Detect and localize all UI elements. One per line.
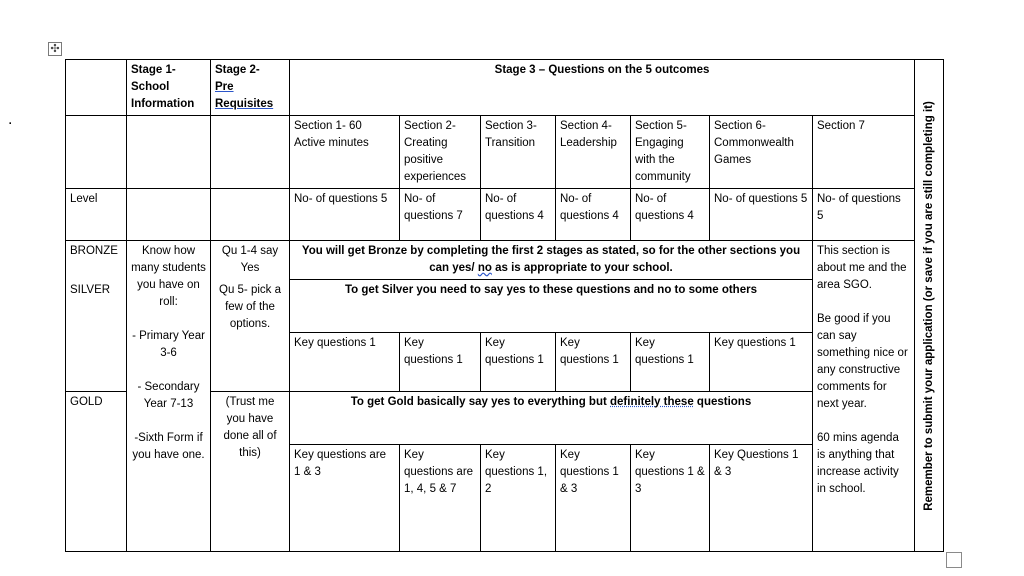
empty-cell: [211, 189, 290, 241]
section-5-count: No- of questions 4: [631, 189, 710, 241]
side-reminder-cell: [914, 59, 944, 552]
stage2-header: Stage 2- Pre Requisites: [211, 60, 290, 116]
silver-key-s6: Key questions 1: [710, 333, 813, 392]
gold-criteria: To get Gold basically say yes to everything but definitely these questions: [290, 392, 813, 445]
side-reminder-text: Remember to submit your application (or save if you are still completing it): [923, 100, 935, 511]
section-2-header: Section 2- Creating positive experiences: [400, 116, 481, 189]
stage1-header: Stage 1- School Information: [127, 60, 211, 116]
gold-key-s4: Key questions 1 & 3: [556, 445, 631, 552]
section-3-count: No- of questions 4: [481, 189, 556, 241]
empty-cell: [211, 116, 290, 189]
empty-cell: [127, 116, 211, 189]
stray-paragraph-mark: .: [8, 111, 13, 128]
empty-cell: [66, 116, 127, 189]
gold-key-s5: Key questions 1 & 3: [631, 445, 710, 552]
section-7-count: No- of questions 5: [813, 189, 915, 241]
section-6-header: Section 6- Commonwealth Games: [710, 116, 813, 189]
silver-key-s3: Key questions 1: [481, 333, 556, 392]
section-7-header: Section 7: [813, 116, 915, 189]
silver-key-s2: Key questions 1: [400, 333, 481, 392]
gold-level: GOLD: [66, 392, 127, 552]
section-2-count: No- of questions 7: [400, 189, 481, 241]
section-7-body: This section is about me and the area SGO. Be good if you can say something nice or any constructive comments for next year. 60 mins agenda is anything that increase activity in school.: [813, 241, 915, 552]
section-5-header: Section 5- Engaging with the community: [631, 116, 710, 189]
silver-key-s4: Key questions 1: [556, 333, 631, 392]
gold-key-s1: Key questions are 1 & 3: [290, 445, 400, 552]
table-resize-handle[interactable]: [946, 552, 962, 568]
silver-criteria: To get Silver you need to say yes to these questions and no to some others: [290, 280, 813, 333]
silver-key-s1: Key questions 1: [290, 333, 400, 392]
stage1-body: Know how many students you have on roll: - Primary Year 3-6 - Secondary Year 7-13 -Sixth Form if you have one.: [127, 241, 211, 552]
stage3-header: Stage 3 – Questions on the 5 outcomes: [290, 60, 915, 116]
stage2-silver: Qu 5- pick a few of the options.: [211, 280, 290, 392]
empty-cell: [127, 189, 211, 241]
gold-key-s2: Key questions are 1, 4, 5 & 7: [400, 445, 481, 552]
gold-key-s3: Key questions 1, 2: [481, 445, 556, 552]
section-4-count: No- of questions 4: [556, 189, 631, 241]
gold-key-s6: Key Questions 1 & 3: [710, 445, 813, 552]
section-3-header: Section 3- Transition: [481, 116, 556, 189]
section-1-count: No- of questions 5: [290, 189, 400, 241]
stage2-bronze: Qu 1-4 say Yes: [211, 241, 290, 280]
section-1-header: Section 1- 60 Active minutes: [290, 116, 400, 189]
table-move-handle[interactable]: ✣: [48, 42, 62, 56]
silver-key-s5: Key questions 1: [631, 333, 710, 392]
silver-level: SILVER: [66, 280, 127, 392]
bronze-criteria: You will get Bronze by completing the first 2 stages as stated, so for the other sections you can yes/ no as is appropriate to your school.: [290, 241, 813, 280]
corner-cell: [66, 60, 127, 116]
sgo-criteria-table: [65, 59, 915, 552]
section-4-header: Section 4- Leadership: [556, 116, 631, 189]
section-6-count: No- of questions 5: [710, 189, 813, 241]
bronze-level: BRONZE: [66, 241, 127, 280]
stage2-gold: (Trust me you have done all of this): [211, 392, 290, 552]
level-label: Level: [66, 189, 127, 241]
